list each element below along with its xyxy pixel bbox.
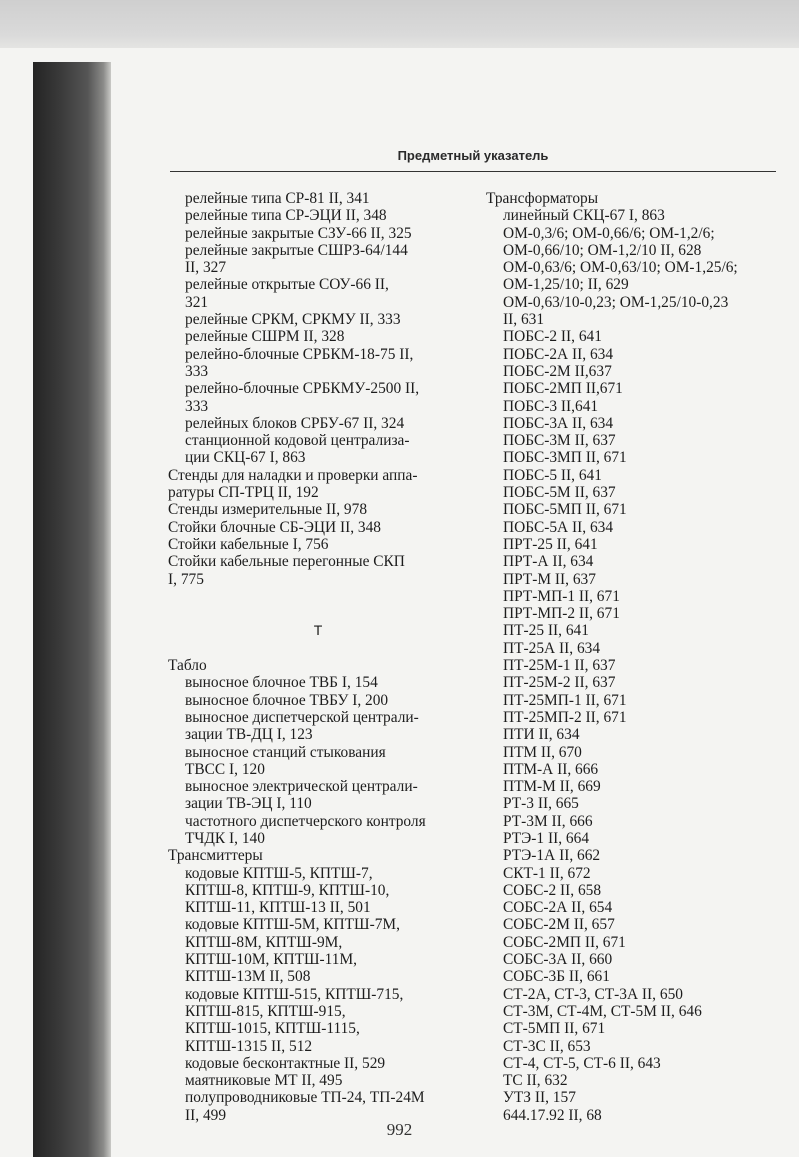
index-entry: Стойки кабельные перегонные СКП (168, 553, 405, 571)
index-entry: Табло (168, 657, 207, 675)
index-subentry: ПТ-25М-2 II, 637 (503, 674, 616, 692)
blank-line (168, 640, 468, 657)
running-header: Предметный указатель (397, 148, 549, 163)
index-subentry: ТС II, 632 (503, 1072, 568, 1090)
index-subentry: КПТШ-10М, КПТШ-11М, (185, 951, 357, 969)
index-subentry: ПТМ-А II, 666 (503, 760, 599, 778)
book-spine-shadow (33, 62, 111, 1157)
index-subentry: СОБС-3А II, 660 (503, 951, 613, 969)
index-subentry: ПОБС-5М II, 637 (503, 484, 616, 502)
index-entry: Трансформаторы (486, 190, 599, 207)
index-entry: Стенды измерительные II, 978 (168, 501, 368, 519)
index-subentry: II, 631 (503, 311, 545, 329)
index-subentry: КПТШ-11, КПТШ-13 II, 501 (185, 899, 371, 917)
index-subentry: ПТ-25МП-2 II, 671 (503, 708, 627, 726)
section-letter: Т (313, 622, 323, 639)
index-column-left (168, 190, 468, 1124)
index-subentry: ПОБС-2М II,637 (503, 362, 612, 380)
index-entry: Трансмиттеры (168, 847, 263, 865)
index-subentry: релейно-блочные СРБКМ-18-75 II, (185, 345, 414, 363)
index-subentry: ПОБС-5А II, 634 (503, 518, 614, 536)
page-number: 992 (386, 1120, 413, 1139)
index-entry: Стенды для наладки и проверки аппа- (168, 466, 418, 484)
index-subentry: ОМ-0,66/10; ОМ-1,2/10 II, 628 (503, 241, 702, 259)
index-subentry: ПТИ II, 634 (503, 726, 580, 744)
index-subentry: выносное электрической централи- (185, 778, 418, 796)
index-subentry: ПРТ-МП-1 II, 671 (503, 587, 620, 605)
index-subentry: КПТШ-13М II, 508 (185, 968, 311, 986)
index-subentry: ПОБС-3 II,641 (503, 397, 599, 415)
index-entry: Стойки блочные СБ-ЭЦИ II, 348 (168, 518, 381, 536)
index-subentry: ПОБС-3М II, 637 (503, 432, 616, 450)
index-subentry: КПТШ-8М, КПТШ-9М, (185, 933, 343, 951)
index-subentry: РТЭ-1А II, 662 (503, 847, 601, 865)
header-rule (170, 171, 776, 172)
index-subentry: ции СКЦ-67 I, 863 (185, 449, 306, 467)
index-subentry: релейные закрытые СЗУ-66 II, 325 (185, 224, 412, 242)
index-subentry: ОМ-0,63/6; ОМ-0,63/10; ОМ-1,25/6; (503, 259, 738, 277)
index-subentry: зации ТВ-ЭЦ I, 110 (185, 795, 312, 813)
index-subentry: кодовые бесконтактные II, 529 (185, 1054, 386, 1072)
index-subentry: СТ-3М, СТ-4М, СТ-5М II, 646 (503, 1002, 702, 1020)
index-subentry: маятниковые МТ II, 495 (185, 1072, 343, 1090)
index-subentry: линейный СКЦ-67 I, 863 (503, 207, 665, 225)
index-subentry: кодовые КПТШ-5М, КПТШ-7М, (185, 916, 400, 934)
index-subentry: ПРТ-МП-2 II, 671 (503, 605, 620, 623)
index-subentry: ПОБС-3МП II, 671 (503, 449, 627, 467)
index-subentry: ПРТ-25 II, 641 (503, 535, 598, 553)
index-subentry: РТ-3 II, 665 (503, 795, 579, 813)
index-subentry: 321 (185, 293, 209, 311)
index-subentry: 333 (185, 397, 209, 415)
blank-line (168, 605, 468, 622)
index-subentry: СТ-2А, СТ-3, СТ-3А II, 650 (503, 985, 683, 1003)
index-subentry: II, 499 (185, 1106, 227, 1124)
index-subentry: релейные СШРМ II, 328 (185, 328, 345, 346)
index-entry: ратуры СП-ТРЦ II, 192 (168, 484, 319, 502)
index-subentry: РТЭ-1 II, 664 (503, 829, 590, 847)
index-subentry: ПОБС-5 II, 641 (503, 466, 602, 484)
index-subentry: КПТШ-1015, КПТШ-1115, (185, 1020, 360, 1038)
index-subentry: релейных блоков СРБУ-67 II, 324 (185, 414, 405, 432)
index-subentry: СОБС-2М II, 657 (503, 916, 615, 934)
index-subentry: ПРТ-М II, 637 (503, 570, 596, 588)
index-subentry: ПТМ II, 670 (503, 743, 582, 761)
index-subentry: СОБС-3Б II, 661 (503, 968, 610, 986)
index-subentry: СТ-5МП II, 671 (503, 1020, 606, 1038)
index-subentry: ПТМ-М II, 669 (503, 778, 601, 796)
index-subentry: 333 (185, 362, 209, 380)
index-subentry: станционной кодовой централиза- (185, 432, 410, 450)
index-subentry: выносное блочное ТВБ I, 154 (185, 674, 378, 692)
index-subentry: ОМ-1,25/10; II, 629 (503, 276, 629, 294)
index-entry: Стойки кабельные I, 756 (168, 535, 329, 553)
index-subentry: кодовые КПТШ-515, КПТШ-715, (185, 985, 404, 1003)
index-subentry: СОБС-2 II, 658 (503, 881, 602, 899)
index-subentry: СТ-4, СТ-5, СТ-6 II, 643 (503, 1054, 661, 1072)
index-subentry: ОМ-0,63/10-0,23; ОМ-1,25/10-0,23 (503, 293, 729, 311)
index-subentry: релейные закрытые СШРЗ-64/144 (185, 241, 408, 259)
index-subentry: кодовые КПТШ-5, КПТШ-7, (185, 864, 373, 882)
index-entry: I, 775 (168, 570, 204, 588)
index-subentry: ПТ-25М-1 II, 637 (503, 657, 616, 675)
index-subentry: ОМ-0,3/6; ОМ-0,66/6; ОМ-1,2/6; (503, 224, 715, 242)
index-subentry: выносное диспетчерской централи- (185, 708, 419, 726)
index-subentry: ПТ-25МП-1 II, 671 (503, 691, 627, 709)
index-subentry: релейные СРКМ, СРКМУ II, 333 (185, 311, 401, 329)
index-subentry: ТЧДК I, 140 (185, 829, 265, 847)
index-subentry: выносное станций стыкования (185, 743, 386, 761)
index-subentry: СТ-3С II, 653 (503, 1037, 591, 1055)
index-subentry: ПОБС-2 II, 641 (503, 328, 602, 346)
index-subentry: СОБС-2А II, 654 (503, 899, 613, 917)
index-subentry: полупроводниковые ТП-24, ТП-24М (185, 1089, 425, 1107)
index-subentry: релейные типа СР-ЭЦИ II, 348 (185, 207, 387, 225)
index-subentry: зации ТВ-ДЦ I, 123 (185, 726, 313, 744)
index-subentry: II, 327 (185, 259, 227, 277)
index-subentry: ПОБС-2МП II,671 (503, 380, 623, 398)
index-subentry: релейные открытые СОУ-66 II, (185, 276, 389, 294)
blank-line (168, 588, 468, 605)
index-subentry: частотного диспетчерского контроля (185, 812, 426, 830)
index-subentry: 644.17.92 II, 68 (503, 1106, 602, 1124)
index-subentry: СОБС-2МП II, 671 (503, 933, 626, 951)
index-subentry: ПТ-25А II, 634 (503, 639, 601, 657)
index-subentry: КПТШ-1315 II, 512 (185, 1037, 313, 1055)
index-subentry: КПТШ-8, КПТШ-9, КПТШ-10, (185, 881, 390, 899)
index-subentry: релейные типа СР-81 II, 341 (185, 190, 370, 207)
index-subentry: ПОБС-2А II, 634 (503, 345, 614, 363)
index-subentry: выносное блочное ТВБУ I, 200 (185, 691, 389, 709)
index-subentry: УТЗ II, 157 (503, 1089, 576, 1107)
index-subentry: ПРТ-А II, 634 (503, 553, 594, 571)
index-subentry: ПТ-25 II, 641 (503, 622, 589, 640)
index-subentry: релейно-блочные СРБКМУ-2500 II, (185, 380, 420, 398)
index-subentry: ПОБС-3А II, 634 (503, 414, 614, 432)
index-subentry: ПОБС-5МП II, 671 (503, 501, 627, 519)
index-subentry: КПТШ-815, КПТШ-915, (185, 1002, 346, 1020)
index-subentry: ТВСС I, 120 (185, 760, 265, 778)
index-subentry: СКТ-1 II, 672 (503, 864, 591, 882)
index-column-right (486, 190, 786, 1124)
index-subentry: РТ-3М II, 666 (503, 812, 593, 830)
scan-top-band (0, 0, 799, 50)
